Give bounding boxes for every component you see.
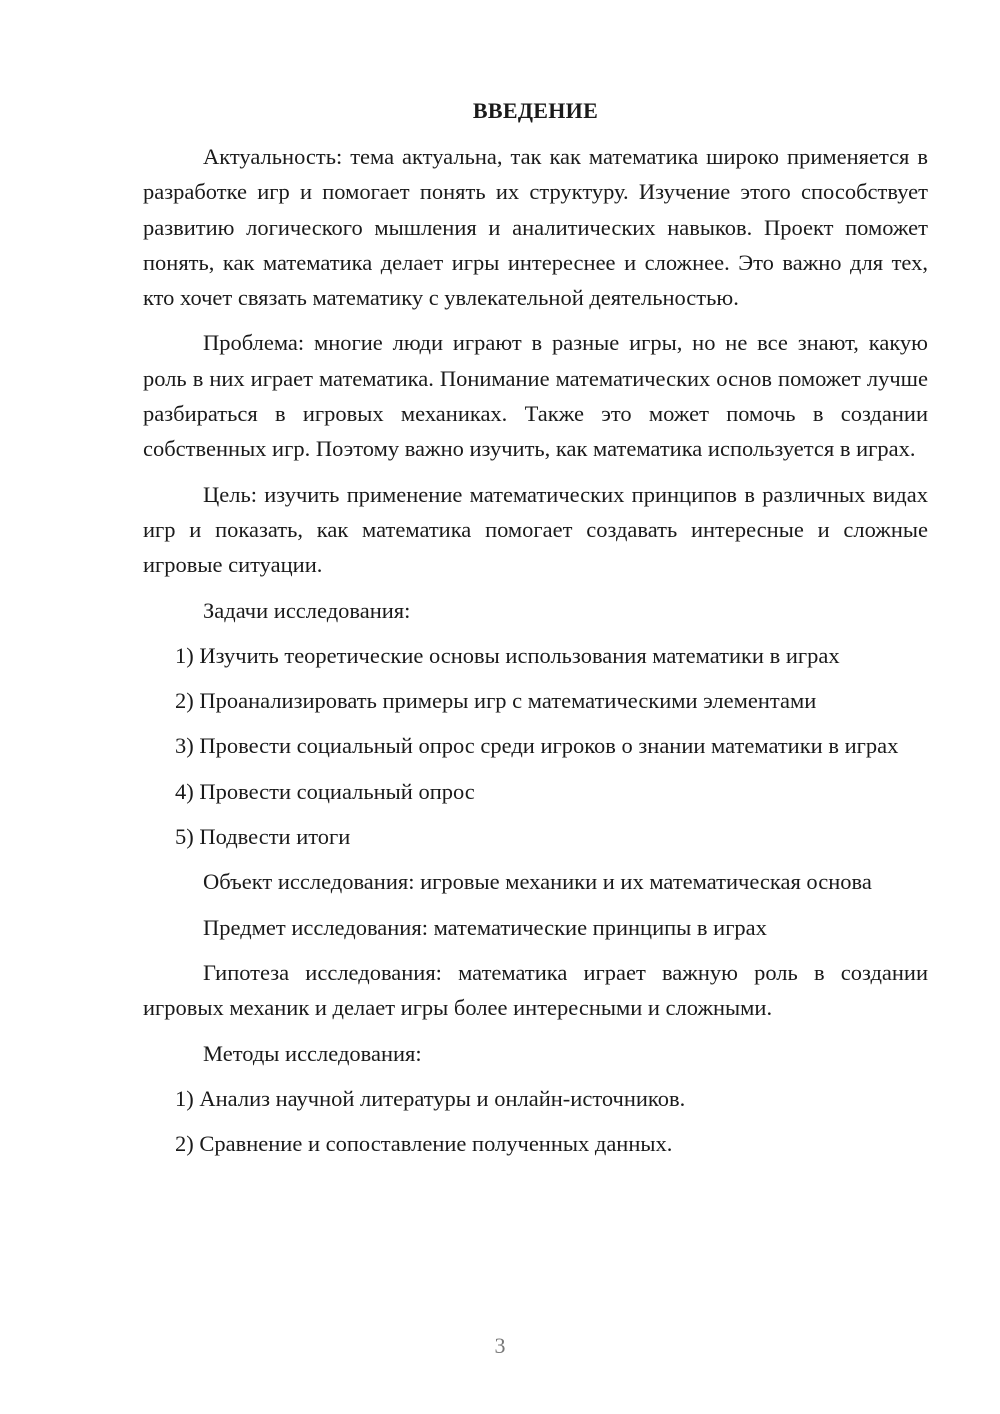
methods-title: Методы исследования:	[203, 1040, 422, 1066]
method-item-2: 2) Сравнение и сопоставление полученных данных.	[175, 1131, 673, 1157]
task-item-3: 3) Провести социальный опрос среди игроков о знании математики в играх	[175, 733, 899, 759]
method-item-1: 1) Анализ научной литературы и онлайн-источников.	[175, 1085, 686, 1111]
page-number: 3	[494, 1333, 506, 1358]
task-item-4: 4) Провести социальный опрос	[175, 778, 475, 804]
object-paragraph: Объект исследования: игровые механики и их математическая основа	[203, 869, 872, 895]
relevance-paragraph: Актуальность: тема актуальна, так как математика широко применяется в разработке игр и помогает понять их структуру. Изучение этого способствует развитию логического мышления и аналитических навыков. Проект поможет понять, как математика делает игры интереснее и сложнее. Это важно для тех, кто хочет связать математику с увлекательной деятельностью.	[143, 144, 928, 311]
task-item-5: 5) Подвести итоги	[175, 824, 351, 850]
tasks-title: Задачи исследования:	[203, 597, 411, 623]
section-heading: ВВЕДЕНИЕ	[472, 98, 599, 123]
goal-paragraph: Цель: изучить применение математических принципов в различных видах игр и показать, как математика помогает создавать интересные и сложные игровые ситуации.	[143, 481, 928, 578]
problem-paragraph: Проблема: многие люди играют в разные игры, но не все знают, какую роль в них играет математика. Понимание математических основ поможет лучше разбираться в игровых механиках. Также это может помочь в создании собственных игр. Поэтому важно изучить, как математика используется в играх.	[143, 330, 928, 462]
task-item-2: 2) Проанализировать примеры игр с математическими элементами	[175, 688, 817, 714]
hypothesis-paragraph: Гипотеза исследования: математика играет важную роль в создании игровых механик и делает игры более интересными и сложными.	[143, 959, 928, 1021]
document-page	[143, 95, 928, 1171]
task-item-1: 1) Изучить теоретические основы использования математики в играх	[175, 642, 840, 668]
subject-paragraph: Предмет исследования: математические принципы в играх	[203, 914, 767, 940]
